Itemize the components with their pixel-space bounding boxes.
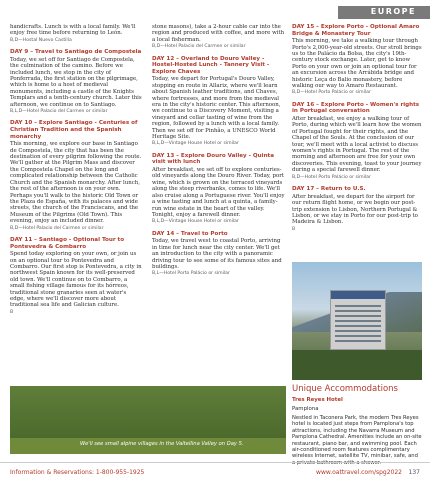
day-title: DAY 9 – Travel to Santiago de Compostela	[10, 49, 142, 56]
day-meals: B	[292, 226, 296, 232]
day-meals: B,D—Hotel Porto Palácio or similar	[292, 174, 371, 180]
day-title: DAY 15 – Explore Porto - Optional Amaro Bridge & Monastery Tour	[292, 24, 420, 37]
day-block	[10, 237, 142, 316]
itinerary-column-1	[10, 24, 142, 321]
accommodations-box	[292, 384, 422, 466]
day-title: DAY 14 – Travel to Porto	[152, 230, 228, 237]
section-tab	[338, 6, 430, 19]
day-title: DAY 12 – Overland to Douro Valley - Hostel-Hosted Lunch - Tannery Visit - Explore Chaves	[152, 55, 270, 75]
day-text: stone masons), take a 2-hour cable car into the region and produced with coffee, and more with a local fisherman.	[152, 24, 285, 43]
hotel-windows	[335, 303, 381, 345]
day-block	[10, 24, 142, 44]
hotel-location: Pamplona	[292, 406, 319, 412]
day-block	[10, 49, 142, 115]
hotel-photo	[292, 262, 422, 380]
day-meals: B,L,D—Vintage House Hotel or similar	[152, 141, 239, 147]
hotel-name: Tres Reyes Hotel	[292, 397, 343, 403]
trees-shape	[292, 350, 422, 380]
footer-contact: Information & Reservations: 1-800-955-1925	[10, 469, 145, 476]
day-title: DAY 11 – Santiago - Optional Tour to Pontevedra & Combarro	[10, 236, 125, 250]
photo-caption-bar	[10, 438, 286, 454]
day-meals: B,L,D—Hotel Palacio del Carmen or similar	[10, 109, 108, 115]
itinerary-column-2	[152, 24, 286, 283]
day-text: Today, we set off for Santiago de Compostela, the culmination of the camino. Before we included lunch, we stop in the city of Ponferrada, the first station on the pilgrimage, which is home to a host of medieval monuments, including a castle of the Knights Templars and a tenth-century church. Later this afternoon, we continue on to Santiago.	[10, 56, 142, 108]
day-meals: B	[10, 309, 14, 315]
day-text: After breakfast, we set off to explore centuries-old vineyards along the Douro River. Today, port wine, which is grown on the terraced vineyards along the steep riverbanks, comes to life. We'll also cruise along a Portuguese river. You'll enjoy a wine tasting and lunch at a quinta, a family-run wine estate in the heart of the valley. Tonight, enjoy a farewell dinner.	[152, 167, 285, 218]
day-text: Today, we depart for Portugal's Douro Valley, stopping en route in Allariz, where we'll learn about Spanish leather traditions, and Chaves, where fortresses, and more from the medieval era in the city's historic center. This afternoon, we continue to a Discovery Moment, visiting a vineyard and cellar tasting of wine from the region, followed by a lunch with a local family. Then we set off for Pinhão, a UNESCO World Heritage Site.	[152, 76, 281, 141]
day-meals: B,D—Hostal Nuevo Castilla	[10, 37, 72, 43]
day-block	[152, 24, 286, 51]
day-block	[152, 231, 286, 278]
day-text: handicrafts. Lunch is with a local family. We'll enjoy free time before returning to León.	[10, 24, 136, 37]
day-text: This morning, we take a walking tour through Porto's 2,000-year-old streets. Our stroll brings us to the Palácio da Bolsa, the city's 19th-century stock exchange. Later, get to know Porto on your own or join an optional tour for an excursion across the Arrábida bridge and historic Leça do Balio monastery, before walking our way to Amaro Restaurant.	[292, 38, 422, 90]
day-text: Spend today exploring on your own, or join us on an optional tour to Pontevedra and Combarro. Our first stop is Pontevedra, a city in northwest Spain known for its well-preserved old town. We'll continue on to Combarro, a small fishing village famous for its hórreos, traditional stone granaries seen at water's edge, where we'll discover more about traditional sea life and Galician culture.	[10, 251, 142, 309]
day-block	[292, 186, 422, 233]
day-block	[152, 56, 286, 148]
day-text: Today, we travel west to coastal Porto, arriving in time for lunch near the city center. We'll get an introduction to the city with a panoramic driving tour to see some of its famous sites and buildings.	[152, 238, 282, 270]
day-meals: B,D—Hotel Palacio del Carmen or similar	[10, 225, 104, 231]
section-label: EUROPE	[370, 7, 416, 16]
valley-photo	[10, 386, 286, 438]
day-title: DAY 16 – Explore Porto - Women's rights in Portugal conversation	[292, 101, 420, 115]
page-header	[0, 0, 430, 20]
page-number: 137	[408, 469, 420, 476]
hotel-building	[330, 290, 386, 350]
photo-caption: We'll see small alpine villages in the Valtellina Valley on Day 5.	[80, 441, 244, 447]
footer-url[interactable]: www.oattravel.com/spg2022	[316, 469, 402, 476]
day-text: After breakfast, we depart for the airport for our return flight home, or we begin our post-trip extension to Lisbon, Northern Portugal & Lisbon, or we stay in Porto for our post-trip to Madeira & Lisbon.	[292, 193, 418, 226]
day-block	[292, 102, 422, 181]
hotel-roof	[331, 291, 385, 299]
itinerary-column-3	[292, 24, 422, 238]
page-footer	[0, 462, 430, 481]
hotel-description: Nestled in Taconera Park, the modern Tres Reyes hotel is located just steps from Pamplona's top attractions, including the Navarra Museum and Pamplona Cathedral. Amenities include an on-site restaurant, piano bar, and swimming pool. Each air-conditioned room features complimentary wireless Internet, satellite TV, minibar, safe, and a private bathroom with a shower.	[292, 415, 422, 466]
day-text: After breakfast, we enjoy a walking tour of Porto, during which we'll learn how the women of Portugal fought for their rights, and the Chapel of the Souls. At the conclusion of our tour, we'll meet with a local activist to discuss women's rights in Portugal. The rest of the morning and afternoon are free for your own discoveries. This evening, toast to your journey during a special farewell dinner.	[292, 116, 422, 174]
accommodations-heading: Unique Accommodations	[292, 384, 398, 394]
day-meals: B,L,D—Vintage House Hotel or similar	[152, 219, 239, 225]
day-block	[152, 153, 286, 226]
day-meals: B,L—Hotel Porto Palácio or similar	[152, 271, 230, 277]
day-title: DAY 13 – Explore Douro Valley - Quinta visit with lunch	[152, 152, 274, 166]
day-text: This morning, we explore our base in Santiago de Compostela, the city that has been the destination of every pilgrim following the route. We'll gather at the Pilgrim Mass and discover the Compostela Chapel on the long and complicated relationship between the Catholic Church and the Spanish monarchy. After lunch, the rest of the afternoon is on your own. Perhaps you'll walk to the historic Old Town or the Plaza de España, with its palaces and wide streets, the church of the Franciscans, and the Museum of the Pilgrims (Old Town). This evening, enjoy an included dinner.	[10, 141, 142, 225]
day-meals: B,D—Hotel Porto Palácio or similar	[292, 90, 371, 96]
day-meals: B,D—Hotel Palacio del Carmen or similar	[152, 44, 246, 50]
day-title: DAY 17 – Return to U.S.	[292, 186, 366, 193]
day-block	[10, 120, 142, 231]
day-block	[292, 24, 422, 97]
day-title: DAY 10 – Explore Santiago - Centuries of Christian Tradition and the Spanish monarchy	[10, 120, 138, 140]
